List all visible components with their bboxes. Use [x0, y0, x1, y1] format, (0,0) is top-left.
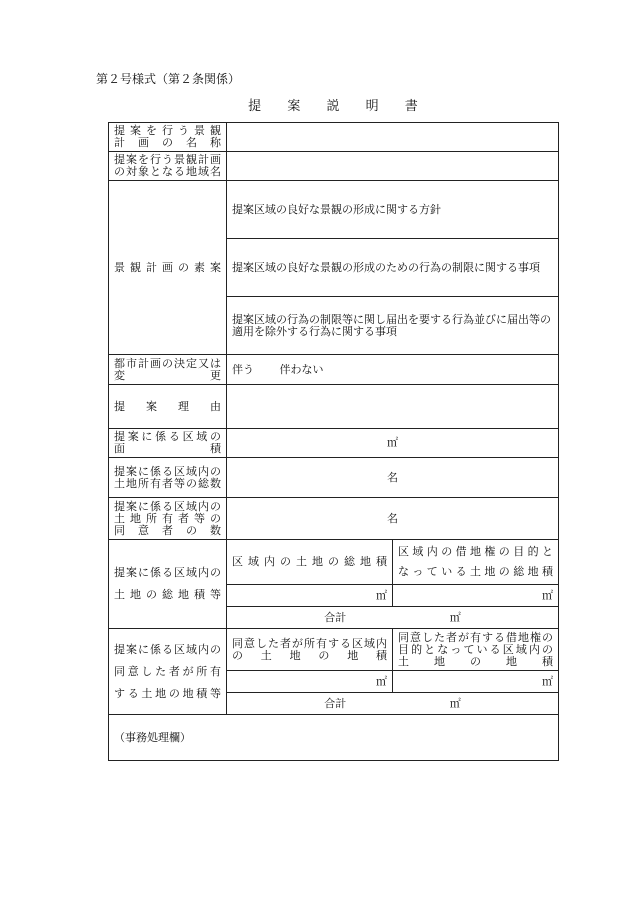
row-land-total-header — [109, 540, 559, 585]
title-char: 説 — [326, 99, 340, 114]
option-not-involves[interactable]: 伴わない — [279, 362, 324, 376]
header-land-total-area: 区域内の土地の総地積 — [227, 540, 393, 585]
field-land-total-leasehold[interactable] — [393, 585, 559, 607]
field-draft-restriction[interactable]: 提案区域の良好な景観の形成のための行為の制限に関する事項 — [227, 239, 559, 297]
field-target-area[interactable] — [227, 152, 559, 181]
field-land-total-sum[interactable] — [227, 607, 559, 629]
unit-sqm: ㎡ — [542, 588, 553, 602]
row-office-use — [109, 715, 559, 761]
form-number: 第２号様式（第２条関係） — [96, 72, 241, 86]
title-char: 提 — [248, 99, 262, 114]
label-draft: 景観計画の素案 — [109, 181, 227, 355]
office-use-label: （事務処理欄） — [114, 730, 191, 744]
label-city-plan: 都市計画の決定又は 変更 — [109, 355, 227, 385]
label-owners-total: 提案に係る区域内の 土地所有者等の総数 — [109, 458, 227, 498]
row-target-area — [109, 152, 559, 181]
field-draft-policy[interactable]: 提案区域の良好な景観の形成に関する方針 — [227, 181, 559, 239]
label-area: 提案に係る区域の 面積 — [109, 429, 227, 458]
title-char: 案 — [287, 99, 301, 114]
row-owners-total — [109, 458, 559, 498]
header-land-total-leasehold: 区域内の借地権の目的と なっている土地の総地積 — [393, 540, 559, 585]
row-owners-agreed — [109, 498, 559, 540]
title-char: 明 — [365, 99, 379, 114]
field-plan-name[interactable] — [227, 123, 559, 152]
unit-sqm: ㎡ — [376, 588, 387, 602]
unit-persons: 名 — [387, 470, 398, 484]
field-draft-notification[interactable]: 提案区域の行為の制限等に関し届出を要する行為並びに届出等の適用を除外する行為に関する事項 — [227, 297, 559, 355]
label-land-total: 提案に係る区域内の 土地の総地積等 — [109, 540, 227, 629]
unit-sqm: ㎡ — [542, 674, 553, 688]
field-area[interactable] — [227, 429, 559, 458]
field-owners-total[interactable] — [227, 458, 559, 498]
row-area — [109, 429, 559, 458]
unit-sqm: ㎡ — [449, 610, 461, 624]
field-office-use[interactable] — [109, 715, 559, 761]
header-land-agreed-area: 同意した者が所有する区域内 の土地の地積 — [227, 629, 393, 671]
unit-persons: 名 — [387, 511, 398, 525]
field-owners-agreed[interactable] — [227, 498, 559, 540]
unit-sqm: ㎡ — [376, 674, 387, 688]
field-land-agreed-area[interactable] — [227, 671, 393, 693]
proposal-form-table — [108, 122, 559, 761]
row-draft-1 — [109, 181, 559, 239]
label-target-area: 提案を行う景観計画 の対象となる地域名 — [109, 152, 227, 181]
sum-label: 合計 — [324, 610, 347, 624]
label-plan-name: 提案を行う景観 計画の名称 — [109, 123, 227, 152]
unit-sqm: ㎡ — [387, 436, 398, 449]
unit-sqm: ㎡ — [449, 696, 461, 710]
row-land-agreed-header — [109, 629, 559, 671]
label-reason: 提案理由 — [109, 385, 227, 429]
document-title — [108, 95, 558, 114]
option-involves[interactable]: 伴う — [232, 362, 254, 376]
field-land-agreed-leasehold[interactable] — [393, 671, 559, 693]
field-land-agreed-sum[interactable] — [227, 693, 559, 715]
title-char: 書 — [404, 99, 418, 114]
header-land-agreed-leasehold: 同意した者が有する借地権の 目的となっている区域内の 土地の地積 — [393, 629, 559, 671]
field-land-total-area[interactable] — [227, 585, 393, 607]
sum-label: 合計 — [324, 696, 347, 710]
row-reason — [109, 385, 559, 429]
field-reason[interactable] — [227, 385, 559, 429]
label-land-agreed: 提案に係る区域内の 同意した者が所有 する土地の地積等 — [109, 629, 227, 715]
field-city-plan[interactable] — [227, 355, 559, 385]
row-city-plan — [109, 355, 559, 385]
label-owners-agreed: 提案に係る区域内の 土地所有者等の 同意者の数 — [109, 498, 227, 540]
row-plan-name — [109, 123, 559, 152]
